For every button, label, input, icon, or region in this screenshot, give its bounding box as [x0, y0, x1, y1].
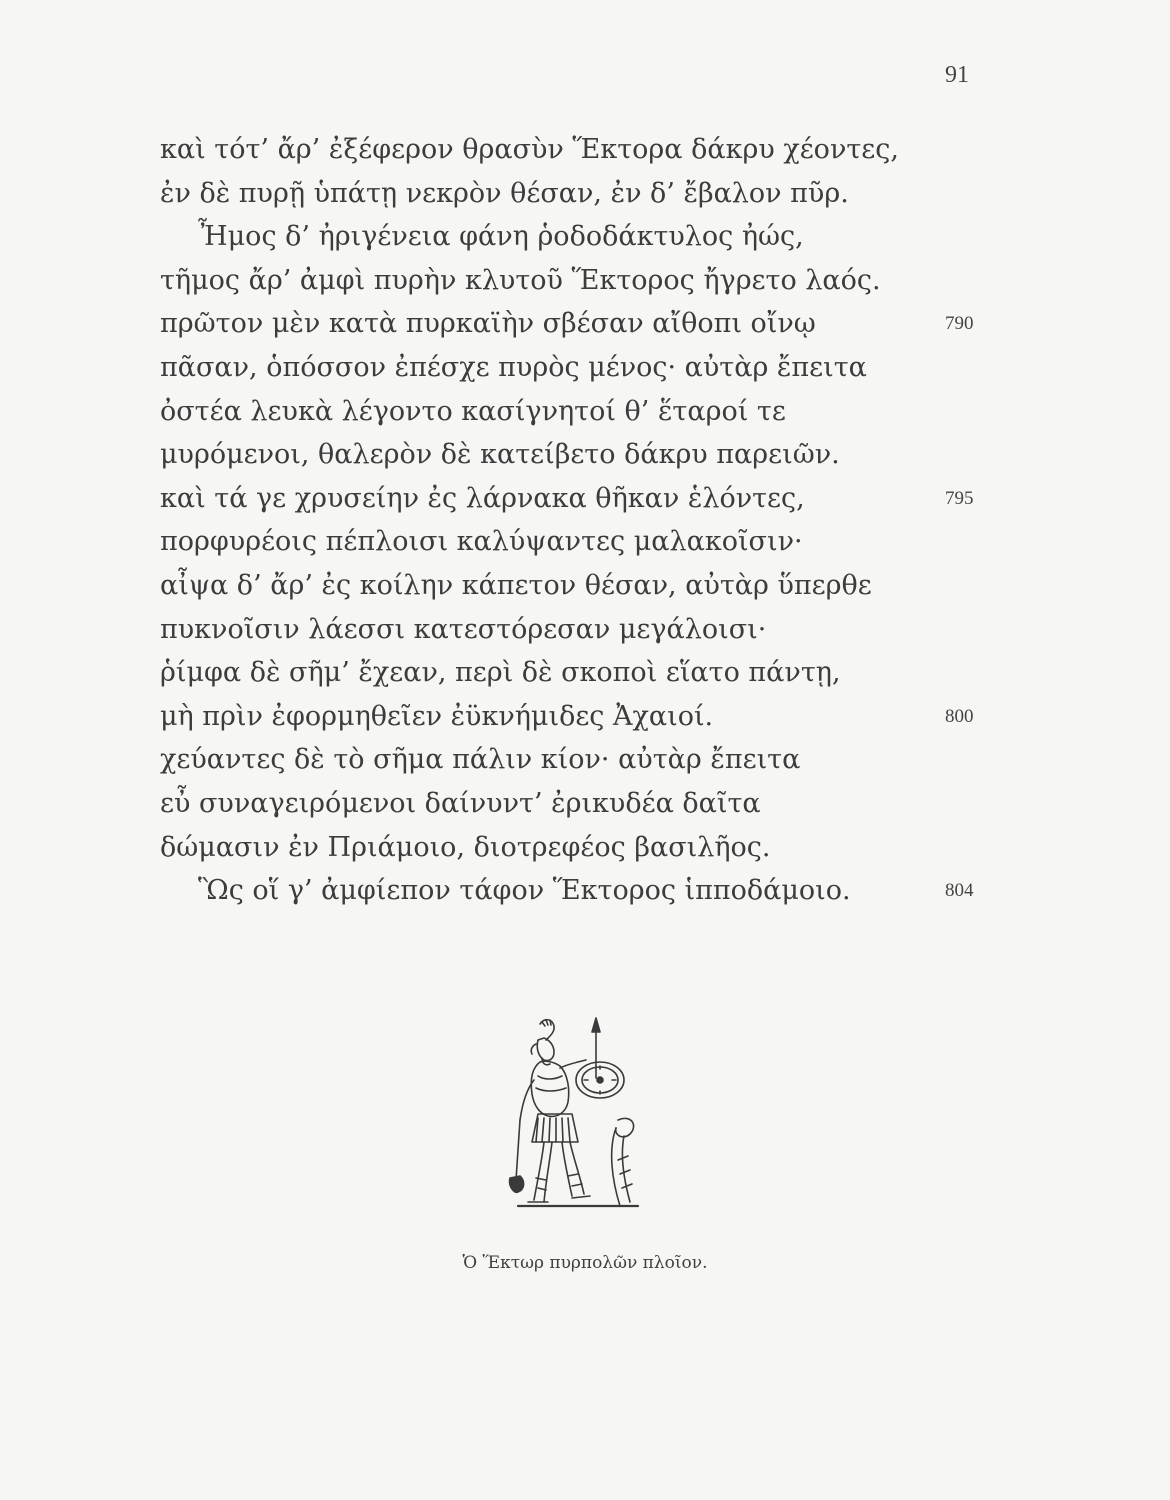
verse-line	[160, 608, 1040, 652]
verse-line	[160, 433, 1040, 477]
verse-line	[160, 651, 1040, 695]
verse-line-text: μὴ πρὶν ἐφορμηθεῖεν ἐϋκνήμιδες Ἀχαιοί.	[160, 700, 714, 732]
verse-line-text: Ἦμος δ’ ἠριγένεια φάνη ῥοδοδάκτυλος ἠώς,	[198, 221, 804, 253]
line-number: 804	[945, 880, 974, 902]
verse-line	[160, 782, 1040, 826]
verse-line-text: Ὣς οἵ γ’ ἀμφίεπον τάφον Ἕκτορος ἱπποδάμοιο.	[198, 875, 851, 907]
verse-line-text: πυκνοῖσιν λάεσσι κατεστόρεσαν μεγάλοισι·	[160, 613, 767, 645]
verse-line	[160, 695, 1040, 739]
illustration-caption: Ὁ Ἕκτωρ πυρπολῶν πλοῖον.	[462, 1253, 708, 1273]
verse-line	[160, 826, 1040, 870]
verse-line-text: δώμασιν ἐν Πριάμοιο, διοτρεφέος βασιλῆος.	[160, 831, 771, 863]
verse-line-text: πρῶτον μὲν κατὰ πυρκαϊὴν σβέσαν αἴθοπι οἴνῳ	[160, 308, 816, 340]
line-number: 795	[945, 487, 974, 509]
verse-line-text: ἐν δὲ πυρῇ ὑπάτῃ νεκρὸν θέσαν, ἐν δ’ ἔβαλον πῦρ.	[160, 177, 849, 209]
verse-line	[160, 128, 1040, 172]
verse-line	[160, 738, 1040, 782]
verse-line-text: τῆμος ἄρ’ ἀμφὶ πυρὴν κλυτοῦ Ἕκτορος ἤγρετο λαός.	[160, 264, 881, 296]
verse-line-text: εὖ συναγειρόμενοι δαίνυντ’ ἐρικυδέα δαῖτα	[160, 787, 761, 819]
verse-line	[160, 302, 1040, 346]
verse-line-text: καὶ τότ’ ἄρ’ ἐξέφερον θρασὺν Ἕκτορα δάκρυ χέοντες,	[160, 134, 899, 165]
verse-line	[160, 477, 1040, 521]
verse-line	[160, 520, 1040, 564]
verse-line	[160, 564, 1040, 608]
verse-line	[160, 172, 1040, 216]
line-number: 790	[945, 313, 974, 335]
verse-line-text: ῥίμφα δὲ σῆμ’ ἔχεαν, περὶ δὲ σκοποὶ εἵατο πάντῃ,	[160, 657, 841, 689]
verse-line	[160, 215, 1040, 259]
verse-block	[160, 128, 1040, 913]
line-number: 800	[945, 705, 974, 727]
verse-line	[160, 869, 1040, 913]
verse-line	[160, 259, 1040, 303]
verse-line	[160, 390, 1040, 434]
verse-line-text: πορφυρέοις πέπλοισι καλύψαντες μαλακοῖσιν·	[160, 526, 803, 558]
verse-line-text: ὀστέα λευκὰ λέγοντο κασίγνητοί θ’ ἕταροί τε	[160, 395, 786, 427]
verse-line-text: αἶψα δ’ ἄρ’ ἐς κοίλην κάπετον θέσαν, αὐτὰρ ὕπερθε	[160, 569, 872, 601]
hector-warrior-engraving-icon	[488, 1010, 648, 1225]
verse-line	[160, 346, 1040, 390]
verse-line-text: καὶ τά γε χρυσείην ἐς λάρνακα θῆκαν ἑλόντες,	[160, 482, 805, 514]
page-number: 91	[945, 62, 969, 88]
verse-line-text: χεύαντες δὲ τὸ σῆμα πάλιν κίον· αὐτὰρ ἔπειτα	[160, 744, 801, 776]
verse-line-text: πᾶσαν, ὁπόσσον ἐπέσχε πυρὸς μένος· αὐτὰρ ἔπειτα	[160, 351, 867, 383]
verse-line-text: μυρόμενοι, θαλερὸν δὲ κατείβετο δάκρυ παρειῶν.	[160, 439, 840, 471]
